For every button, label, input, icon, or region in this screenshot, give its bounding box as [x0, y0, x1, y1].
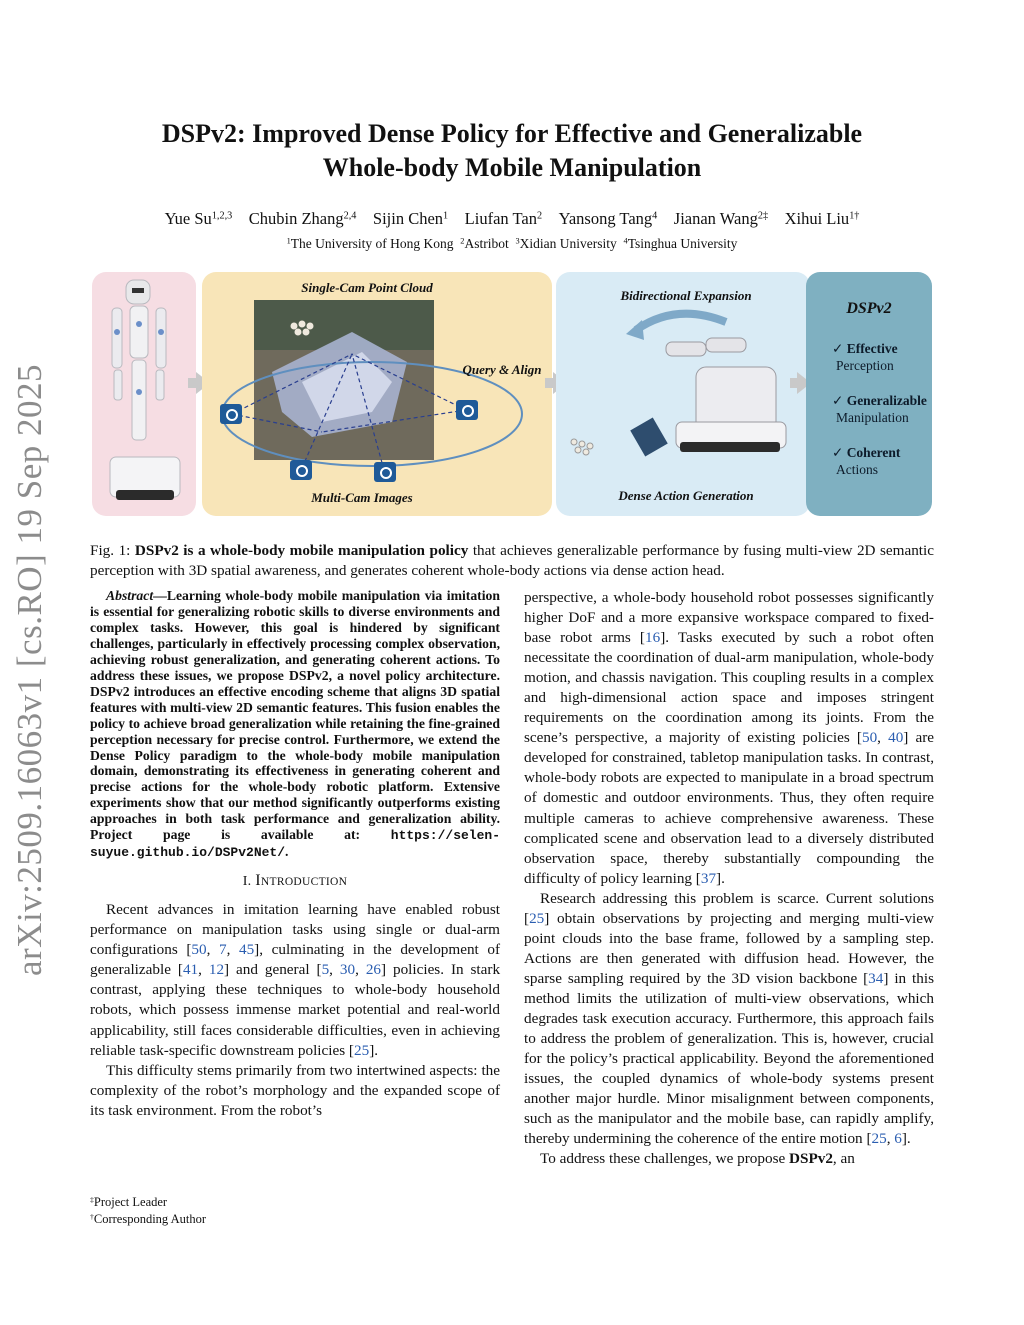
feature-subtitle: Actions [836, 462, 878, 477]
feature-subtitle: Perception [836, 358, 894, 373]
footnote-symbol: † [90, 1211, 94, 1221]
camera-icon [456, 400, 478, 420]
abstract-dash: — [153, 588, 167, 603]
citation-link: 12 [208, 961, 225, 979]
figure-1 [90, 270, 934, 518]
author-affiliation-marker: 2 [536, 210, 543, 222]
author-name: Chubin Zhang [248, 209, 344, 228]
citation-link: 6 [894, 1130, 902, 1148]
section-title-rest: NTRODUCTION [260, 876, 348, 889]
abstract-end: . [285, 844, 289, 860]
footnote-text: Project Leader [93, 1195, 168, 1209]
feature-title [832, 444, 900, 461]
affiliation-name: Xidian University [519, 236, 617, 251]
body-paragraph: This difficulty stems primarily from two intertwined aspects: the complexity of the robot’s morphology and the expanded scope of its task environment. From the robot’s [90, 1061, 500, 1119]
section-heading-introduction [90, 871, 500, 892]
bold-term: DSPv2 [789, 1150, 833, 1168]
footnote [90, 1194, 206, 1211]
author-name: Sijin Chen [372, 209, 444, 228]
caption-text: that achieves generalizable performance by fusing multi-view 2D semantic perception with 3D spatial awareness, and generates coherent whole-body actions via dense action head. [90, 542, 934, 579]
abstract [90, 588, 500, 861]
author-affiliation-marker: 4 [652, 210, 658, 222]
section-title [255, 874, 347, 889]
citation-link: 45 [238, 941, 255, 959]
feature-title [832, 340, 898, 357]
dspv2-feature-item [832, 444, 900, 478]
dspv2-feature-item [832, 392, 927, 426]
right-column [524, 588, 934, 1169]
paper-title-line-2: Whole-body Mobile Manipulation [322, 153, 702, 182]
citation-link: 25 [529, 909, 545, 927]
affiliation-name: Tsinghua University [627, 236, 738, 251]
affiliation-marker: 4 [623, 236, 628, 246]
footnote-symbol: ‡ [90, 1194, 94, 1204]
caption-prefix: Fig. 1: [90, 542, 135, 559]
dense-action-label: Dense Action Generation [618, 488, 754, 503]
affiliation-name: Astribot [464, 236, 509, 251]
point-cloud-label: Single-Cam Point Cloud [301, 280, 433, 295]
section-number: I. [242, 874, 252, 890]
affiliation-marker: 2 [460, 236, 465, 246]
author-name: Yue Su [164, 209, 212, 228]
footnote-text: Corresponding Author [93, 1212, 207, 1226]
figure-caption [90, 541, 934, 581]
feature-name: Generalizable [846, 393, 927, 408]
author-name: Liufan Tan [464, 209, 537, 228]
dspv2-feature-item [832, 340, 898, 374]
citation-link: 5 [321, 961, 330, 979]
citation-link: 37 [700, 869, 717, 887]
footnote [90, 1211, 206, 1228]
citation-link: 50 [861, 729, 878, 747]
author-list [90, 209, 934, 229]
author-name: Yansong Tang [558, 209, 653, 228]
affiliation-list [90, 236, 934, 252]
citation-link: 30 [339, 961, 356, 979]
camera-icon [220, 404, 242, 424]
camera-icon [290, 460, 312, 480]
citation-link: 41 [182, 961, 199, 979]
section-title-initial: I [255, 872, 261, 890]
citation-link: 25 [871, 1130, 887, 1148]
abstract-text: Learning whole-body mobile manipulation via imitation is essential for generalizing robotic skills to diverse environments and complex tasks. However, this goal is hindered by significant challenges, particularly in effectively processing complex observation, achieving robust generalization, and generating coherent actions. To address these issues, we propose DSPv2, a novel policy architecture. DSPv2 introduces an effective encoding scheme that aligns 3D spatial features with multi-view 2D semantic features. This fusion enables the policy to achieve broad generalization while retaining the fine-grained perception necessary for precise control. Furthermore, we extend the Dense Policy paradigm to the whole-body mobile manipulation domain, demonstrating its effectiveness in generating coherent and precise actions for the whole-body robotic platform. Extensive experiments show that our method significantly outperforms existing approaches in both task performance and generalization ability. Project page is available at: [90, 588, 500, 843]
affiliation-marker: 3 [515, 236, 520, 246]
author-name: Xihui Liu [784, 209, 850, 228]
left-paragraphs [90, 900, 500, 1121]
abstract-label: Abstract [106, 588, 154, 603]
check-icon: ✓ [832, 393, 847, 408]
check-icon: ✓ [832, 341, 847, 356]
query-align-label: Query & Align [462, 362, 542, 377]
citation-link: 16 [645, 629, 661, 647]
feature-title [832, 392, 927, 409]
citation-link: 26 [365, 961, 381, 979]
body-paragraph: To address these challenges, we propose DSPv2, an [540, 1150, 855, 1168]
feature-name: Coherent [846, 445, 901, 460]
author-name: Jianan Wang [673, 209, 758, 228]
citation-link: 34 [868, 969, 884, 987]
arxiv-identifier: arXiv:2509.16063v1 [cs.RO] 19 Sep 2025 [10, 364, 49, 977]
body-paragraph: Recent advances in imitation learning have enabled robust performance on manipulation tasks using single or dual-arm configurations [50, 7, 45], culminating in the development of generalizable [41, 12] and general [5, 30, 26] policies. In stark contrast, applying these techniques to whole-body household robots, which possess immense market potential and real-world applicability, still faces considerable difficulties, even in achieving reliable task-specific downstream policies [25]. [90, 901, 501, 1059]
citation-link: 50 [191, 941, 207, 959]
affiliation-name: The University of Hong Kong [290, 236, 454, 251]
camera-icon [374, 462, 396, 482]
feature-subtitle: Manipulation [836, 410, 909, 425]
action-panel [556, 272, 810, 516]
mobile-manipulator-illustration [556, 272, 810, 516]
feature-name: Effective [846, 341, 898, 356]
body-paragraph: Research addressing this problem is scarce. Current solutions [25] obtain observations by projecting and merging multi-view point clouds into the base frame, followed by a sampling step. Actions are then generated with diffusion head. However, the sparse sampling required by the 3D vision backbone [34] in this method limits the utilization of multi-view observations, which degrades task execution accuracy. Furthermore, this approach fails to address the problem of generalization. This is, however, crucial for the policy’s practical applicability. Beyond the aforementioned issues, the coupled dynamics of whole-body systems present another major hurdle. Minor misalignment between components, such as the manipulator and the mobile base, can rapidly amplify, thereby undermining the coherence of the entire motion [25, 6]. [524, 889, 934, 1148]
citation-link: 7 [218, 941, 227, 959]
paper-title-line-1: DSPv2: Improved Dense Policy for Effective and Generalizable [161, 119, 863, 148]
right-paragraphs [524, 588, 934, 1169]
body-paragraph: perspective, a whole-body household robot possesses significantly higher DoF and a more expansive workspace compared to fixed-base robot arms [16]. Tasks executed by such a robot often necessitate the coordination of dual-arm manipulation, whole-body motion, and chassis navigation. This coupling results in a complex and high-dimensional action space and imposes stringent requirements on the coordination among its joints. From the scene’s perspective, a majority of existing policies [50, 40] are developed for constrained, tabletop manipulation tasks. In contrast, whole-body robots are expected to manipulate in a broad spectrum of domestic and outdoor environments. Thus, they often require multiple cameras to achieve comprehensive awareness. These complicated scene and observation lead to a diversely distributed observation space, thereby substantially compounding the difficulty of policy learning [37]. [524, 589, 935, 887]
humanoid-robot-illustration [92, 272, 196, 516]
author-affiliation-marker: 1,2,3 [211, 210, 233, 222]
left-column [90, 588, 500, 1121]
citation-link: 25 [354, 1041, 370, 1059]
author-affiliation-marker: 1 [443, 210, 449, 222]
bidirectional-label: Bidirectional Expansion [620, 288, 752, 303]
robot-panel [92, 272, 196, 516]
footnotes [90, 1194, 206, 1228]
author-affiliation-marker: 2‡ [757, 210, 769, 222]
author-affiliation-marker: 1† [849, 210, 860, 222]
author-affiliation-marker: 2,4 [343, 210, 357, 222]
project-page-link[interactable]: https://selen-suyue.github.io/DSPv2Net/ [90, 828, 500, 861]
dspv2-panel-title: DSPv2 [846, 300, 892, 317]
check-icon: ✓ [832, 445, 847, 460]
caption-bold: DSPv2 is a whole-body mobile manipulation policy [134, 542, 469, 559]
affiliation-marker: 1 [286, 236, 291, 246]
citation-link: 40 [888, 729, 904, 747]
perception-panel [202, 272, 552, 516]
multi-cam-label: Multi-Cam Images [311, 490, 413, 505]
